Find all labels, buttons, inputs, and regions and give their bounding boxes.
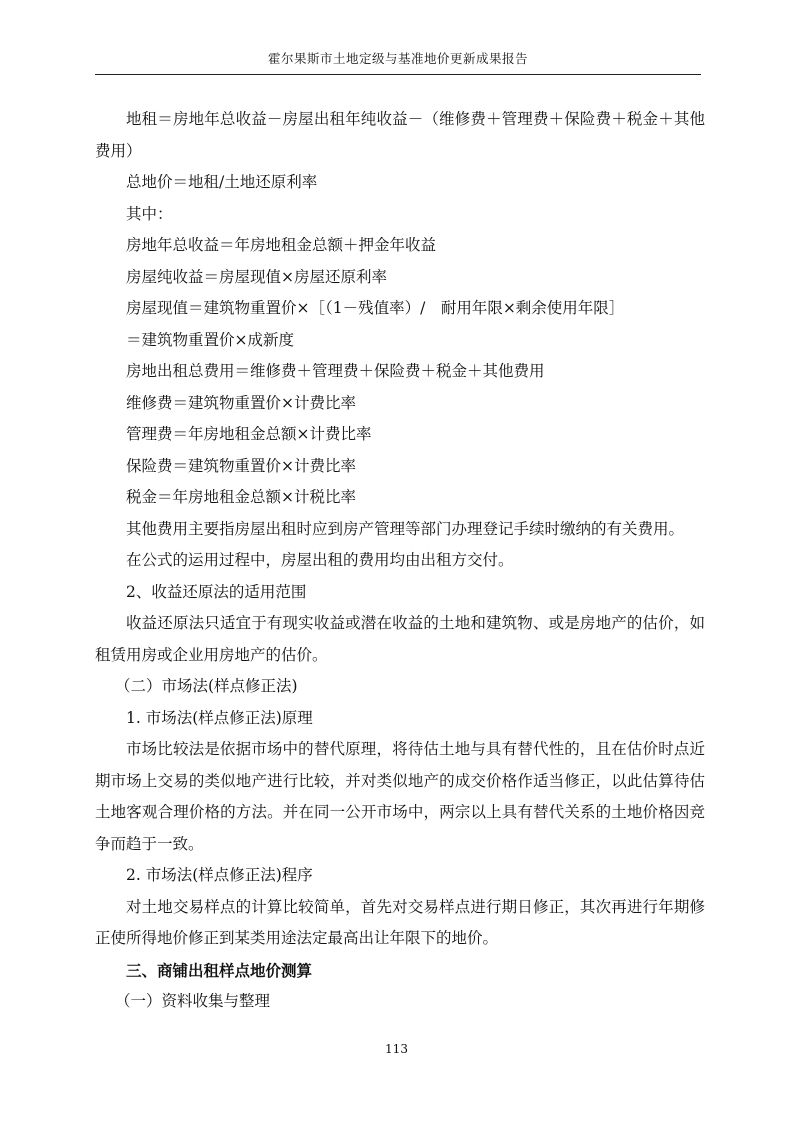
paragraph: 房屋现值＝建筑物重置价×［（1－残值率）/ 耐用年限×剩余使用年限］ bbox=[126, 299, 625, 317]
paragraph: 地租＝房地年总收益－房屋出租年纯收益－（维修费＋管理费＋保险费＋税金＋其他费用） bbox=[95, 110, 705, 160]
page-header bbox=[95, 48, 701, 75]
paragraph: 保险费＝建筑物重置价×计费比率 bbox=[126, 456, 356, 475]
paragraph: 房地出租总费用＝维修费＋管理费＋保险费＋税金＋其他费用 bbox=[126, 362, 545, 380]
page-number-text: 113 bbox=[385, 1042, 408, 1056]
section-heading: 1. 市场法(样点修正法)原理 bbox=[126, 708, 313, 727]
section-heading: 2. 市场法(样点修正法)程序 bbox=[126, 866, 313, 884]
paragraph: 总地价＝地租/土地还原利率 bbox=[126, 173, 318, 191]
paragraph: 收益还原法只适宜于有现实收益或潜在收益的土地和建筑物、或是房地产的估价，如租赁用房或企业用房地产的估价。 bbox=[95, 614, 705, 664]
paragraph: 其他费用主要指房屋出租时应到房产管理等部门办理登记手续时缴纳的有关费用。 bbox=[126, 519, 685, 538]
paragraph: 维修费＝建筑物重置价×计费比率 bbox=[126, 393, 356, 412]
section-heading: （一）资料收集与整理 bbox=[115, 992, 271, 1010]
page-number bbox=[0, 1042, 793, 1056]
paragraph: 房地年总收益＝年房地租金总额＋押金年收益 bbox=[126, 236, 437, 254]
section-heading: （二）市场法(样点修正法) bbox=[115, 677, 298, 695]
paragraph: 在公式的运用过程中，房屋出租的费用均由出租方交付。 bbox=[126, 551, 514, 569]
paragraph: 管理费＝年房地租金总额×计费比率 bbox=[126, 425, 372, 443]
paragraph: 其中： bbox=[126, 204, 173, 223]
paragraph: 税金＝年房地租金总额×计税比率 bbox=[126, 488, 356, 506]
body-text bbox=[95, 104, 705, 1018]
paragraph: 对土地交易样点的计算比较简单，首先对交易样点进行期日修正，其次再进行年期修正使所得地价修正到某类用途法定最高出让年限下的地价。 bbox=[95, 897, 705, 947]
paragraph: ＝建筑物重置价×成新度 bbox=[126, 330, 294, 349]
section-heading: 2、收益还原法的适用范围 bbox=[126, 582, 307, 601]
paragraph: 市场比较法是依据市场中的替代原理，将待估土地与具有替代性的，且在估价时点近期市场上交易的类似地产进行比较，并对类似地产的成交价格作适当修正，以此估算待估土地客观合理价格的方法。并在同一公开市场中，两宗以上具有替代关系的土地价格因竞争而趋于一致。 bbox=[95, 740, 705, 853]
chapter-heading: 三、商铺出租样点地价测算 bbox=[126, 960, 313, 980]
header-title: 霍尔果斯市土地定级与基准地价更新成果报告 bbox=[267, 51, 528, 66]
paragraph: 房屋纯收益＝房屋现值×房屋还原利率 bbox=[126, 267, 387, 286]
